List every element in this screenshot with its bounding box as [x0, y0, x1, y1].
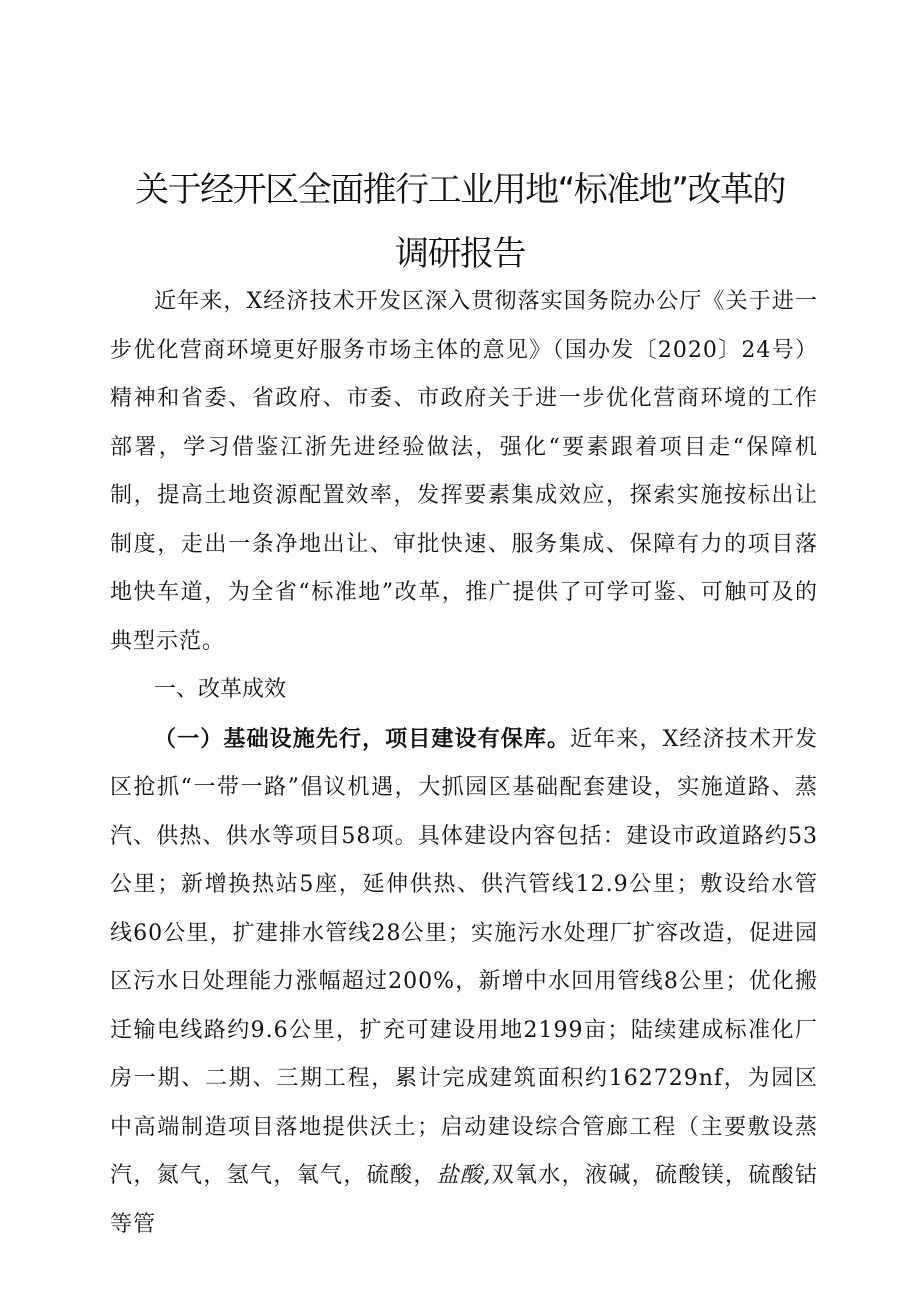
subsection-1-italic-text: 盐酸, [436, 1163, 492, 1188]
subsection-1-body: 近年来，X经济技术开发区抢抓“一带一路”倡议机遇，大抓园区基础配套建设，实施道路、蒸汽、供热、供水等项目58项。具体建设内容包括：建设市政道路约53公里；新增换热站5座，延伸供热、供汽管线12.9公里；敷设给水管线60公里，扩建排水管线28公里；实施污水处理厂扩容改造，促进园区污水日处理能力涨幅超过200%，新增中水回用管线8公里；优化搬迁输电线路约9.6公里，扩充可建设用地2199亩；陆续建成标准化厂房一期、二期、三期工程，累计完成建筑面积约162729nf，为园区中高端制造项目落地提供沃土；启动建设综合管廊工程（主要敷设蒸汽，氮气，氢气，氧气，硫酸， [110, 726, 818, 1188]
document-title-line-2: 调研报告 [395, 234, 525, 274]
document-title-line-1: 关于经开区全面推行工业用地“标准地”改革的 [135, 170, 785, 210]
document-body [110, 278, 818, 1249]
subsection-1-heading: （一）基础设施先行，项目建设有保库。 [154, 725, 571, 752]
section-heading-reform-results: 一、改革成效 [154, 677, 287, 702]
subsection-1-paragraph [110, 715, 818, 1250]
intro-paragraph: 近年来，X经济技术开发区深入贯彻落实国务院办公厅《关于进一步优化营商环境更好服务市场主体的意见》（国办发〔2020〕24号）精神和省委、省政府、市委、市政府关于进一步优化营商环境的工作部署，学习借鉴江浙先进经验做法，强化“要素跟着项目走“保障机制，提高土地资源配置效率，发挥要素集成效应，探索实施按标出让制度，走出一条净地出让、审批快速、服务集成、保障有力的项目落地快车道，为全省“标准地”改革，推广提供了可学可鉴、可触可及的典型示范。 [110, 289, 818, 654]
subsection-1-tail: 双氧水，液碱，硫酸镁，硫酸钴等管 [110, 1163, 818, 1237]
